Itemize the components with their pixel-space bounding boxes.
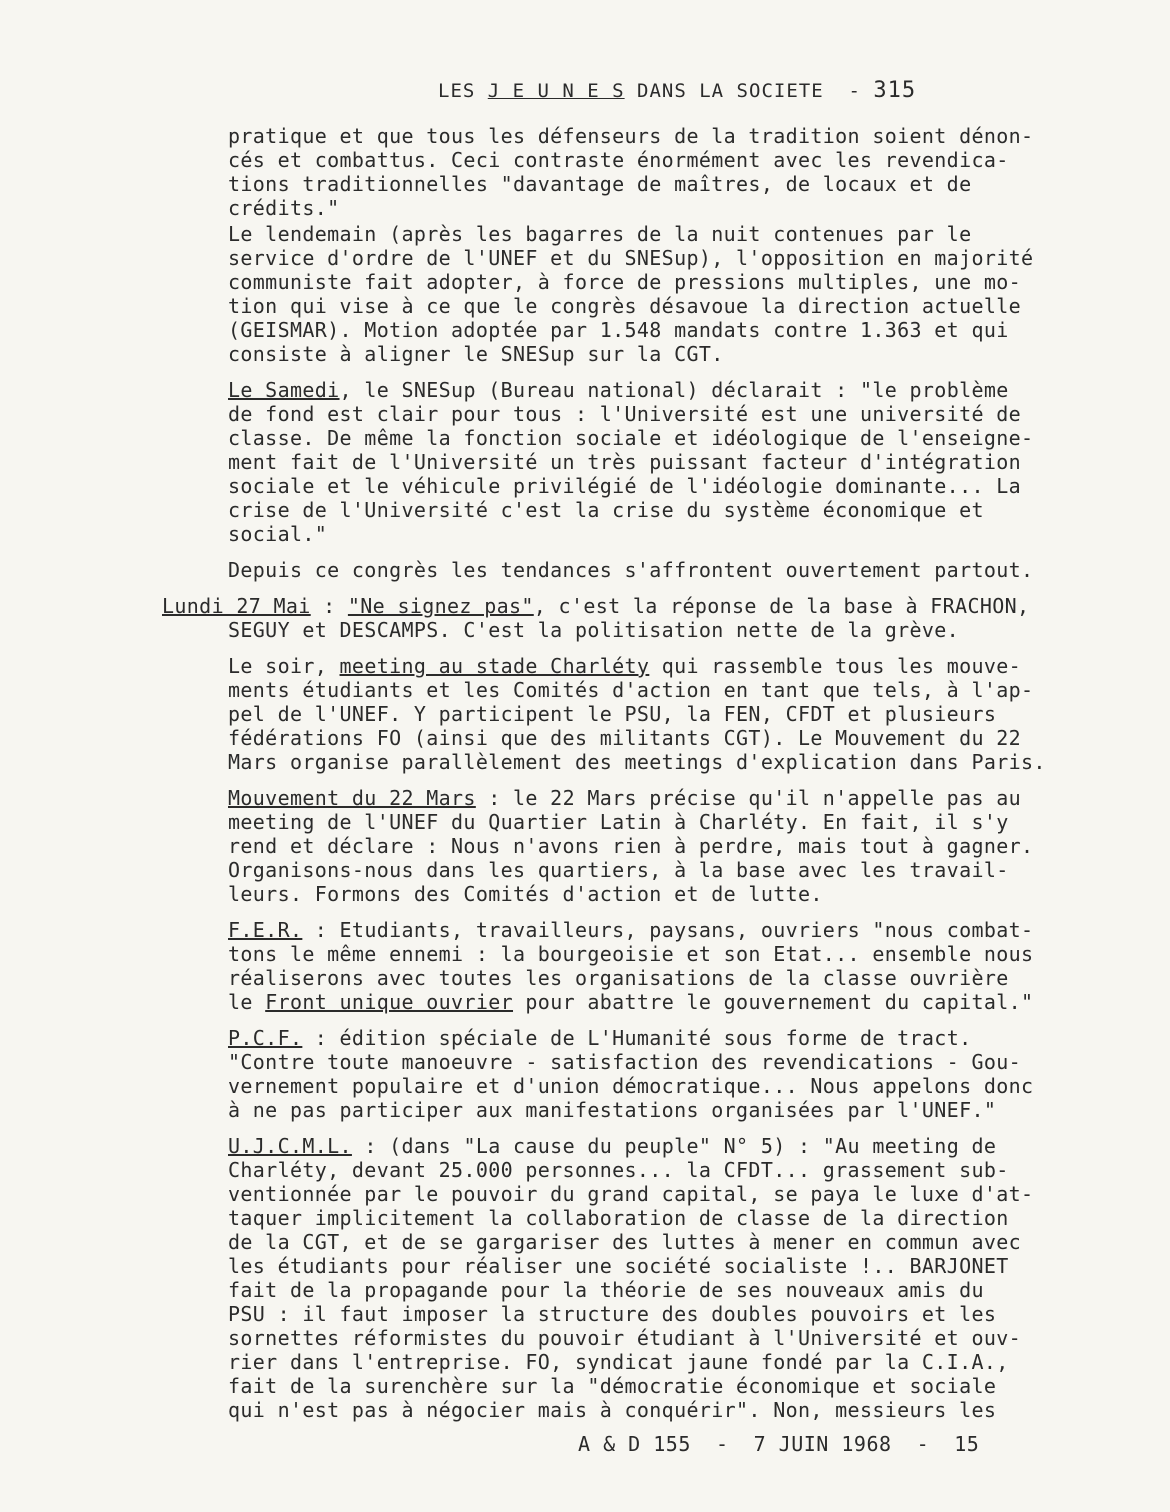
body-line: "Contre toute manoeuvre - satisfaction des revendications - Gou- <box>228 1050 1022 1074</box>
body-line: pratique et que tous les défenseurs de la tradition soient dénon- <box>228 124 1034 148</box>
body-line: à ne pas participer aux manifestations organisées par l'UNEF." <box>228 1098 997 1122</box>
body-line: cés et combattus. Ceci contraste énormément avec les revendica- <box>228 148 1009 172</box>
fer-line <box>228 918 1033 942</box>
fer-front-line <box>228 990 1033 1014</box>
soir-line <box>228 654 1021 678</box>
lundi-line <box>162 594 1029 618</box>
lundi-text: , c'est la réponse de la base à FRACHON, <box>533 594 1030 618</box>
header-prefix: LES <box>438 80 488 102</box>
body-line: tons le même ennemi : la bourgeoisie et son Etat... ensemble nous <box>228 942 1034 966</box>
body-line: service d'ordre de l'UNEF et du SNESup), l'opposition en majorité <box>228 246 1034 270</box>
body-line: crise de l'Université c'est la crise du système économique et <box>228 498 984 522</box>
m22-line <box>228 786 1021 810</box>
page-footer: A & D 155 - 7 JUIN 1968 - 15 <box>578 1432 980 1456</box>
m22-text: : le 22 Mars précise qu'il n'appelle pas au <box>475 786 1022 810</box>
body-line: de fond est clair pour tous : l'Université est une université de <box>228 402 1022 426</box>
pcf-line <box>228 1026 971 1050</box>
ujcml-line <box>228 1134 996 1158</box>
org-label: Mouvement du 22 Mars <box>228 786 476 810</box>
pcf-text: : édition spéciale de L'Humanité sous forme de tract. <box>302 1026 972 1050</box>
body-line: réaliserons avec toutes les organisations de la classe ouvrière <box>228 966 1009 990</box>
body-line: ment fait de l'Université un très puissant facteur d'intégration <box>228 450 1022 474</box>
soir-text: qui rassemble tous les mouve- <box>649 654 1022 678</box>
separator: : <box>310 594 348 618</box>
body-line: consiste à aligner le SNESup sur la CGT. <box>228 342 724 366</box>
soir-prefix: Le soir, <box>228 654 340 678</box>
body-line: meeting de l'UNEF du Quartier Latin à Charléty. En fait, il s'y <box>228 810 1009 834</box>
front-unique-underlined: Front unique ouvrier <box>265 990 514 1014</box>
fer-text: : Etudiants, travailleurs, paysans, ouvriers "nous combat- <box>302 918 1034 942</box>
body-line: crédits." <box>228 196 340 220</box>
body-line: vernement populaire et d'union démocratique... Nous appelons donc <box>228 1074 1034 1098</box>
body-line: Organisons-nous dans les quartiers, à la base avec les travail- <box>228 858 1009 882</box>
date-heading: Lundi 27 Mai <box>162 594 311 618</box>
body-line: classe. De même la fonction sociale et idéologique de l'enseigne- <box>228 426 1034 450</box>
body-line: rend et déclare : Nous n'avons rien à perdre, mais tout à gagner. <box>228 834 1034 858</box>
body-line: tions traditionnelles "davantage de maîtres, de locaux et de <box>228 172 972 196</box>
body-line: fédérations FO (ainsi que des militants CGT). Le Mouvement du 22 <box>228 726 1022 750</box>
samedi-text: , le SNESup (Bureau national) déclarait : "le problème <box>339 378 1009 402</box>
body-line: pel de l'UNEF. Y participent le PSU, la FEN, CFDT et plusieurs <box>228 702 997 726</box>
body-line: Mars organise parallèlement des meetings d'explication dans Paris. <box>228 750 1046 774</box>
body-line: PSU : il faut imposer la structure des doubles pouvoirs et les <box>228 1302 997 1326</box>
body-line: Charléty, devant 25.000 personnes... la CFDT... grassement sub- <box>228 1158 1009 1182</box>
body-line: Depuis ce congrès les tendances s'affrontent ouvertement partout. <box>228 558 1034 582</box>
ujcml-text: : (dans "La cause du peuple" N° 5) : "Au meeting de <box>351 1134 997 1158</box>
body-line: leurs. Formons des Comités d'action et de lutte. <box>228 882 823 906</box>
body-line: tion qui vise à ce que le congrès désavoue la direction actuelle <box>228 294 1022 318</box>
body-line: taquer implicitement la collaboration de classe de la direction <box>228 1206 1009 1230</box>
body-line: fait de la propagande pour la théorie de ses nouveaux amis du <box>228 1278 984 1302</box>
header-jeunes: J E U N E S <box>487 80 625 102</box>
quote-underlined: "Ne signez pas" <box>347 594 534 618</box>
samedi-line <box>228 378 1009 402</box>
body-line: les étudiants pour réaliser une société socialiste !.. BARJONET <box>228 1254 1009 1278</box>
body-line: ventionnée par le pouvoir du grand capital, se paya le luxe d'at- <box>228 1182 1034 1206</box>
fer-prefix: le <box>228 990 266 1014</box>
body-line: fait de la surenchère sur la "démocratie économique et sociale <box>228 1374 997 1398</box>
body-line: (GEISMAR). Motion adoptée par 1.548 mandats contre 1.363 et qui <box>228 318 1009 342</box>
body-line: sornettes réformistes du pouvoir étudiant à l'Université et ouv- <box>228 1326 1022 1350</box>
body-line: qui n'est pas à négocier mais à conquérir". Non, messieurs les <box>228 1398 997 1422</box>
body-line: rier dans l'entreprise. FO, syndicat jaune fondé par la C.I.A., <box>228 1350 1009 1374</box>
fer-text: pour abattre le gouvernement du capital." <box>513 990 1034 1014</box>
body-line: sociale et le véhicule privilégié de l'idéologie dominante... La <box>228 474 1022 498</box>
header-middle: DANS LA SOCIETE - <box>624 80 874 102</box>
body-line: de la CGT, et de se gargariser des luttes à mener en commun avec <box>228 1230 1022 1254</box>
body-line: social." <box>228 522 328 546</box>
body-line: SEGUY et DESCAMPS. C'est la politisation nette de la grève. <box>228 618 960 642</box>
org-label: F.E.R. <box>228 918 303 942</box>
body-line: ments étudiants et les Comités d'action en tant que tels, à l'ap- <box>228 678 1034 702</box>
meeting-underlined: meeting au stade Charléty <box>339 654 650 678</box>
org-label: U.J.C.M.L. <box>228 1134 352 1158</box>
running-header <box>438 78 916 103</box>
samedi-label: Le Samedi <box>228 378 340 402</box>
body-line: communiste fait adopter, à force de pressions multiples, une mo- <box>228 270 1022 294</box>
org-label: P.C.F. <box>228 1026 303 1050</box>
body-line: Le lendemain (après les bagarres de la nuit contenues par le <box>228 222 972 246</box>
page-number: 315 <box>873 78 917 103</box>
